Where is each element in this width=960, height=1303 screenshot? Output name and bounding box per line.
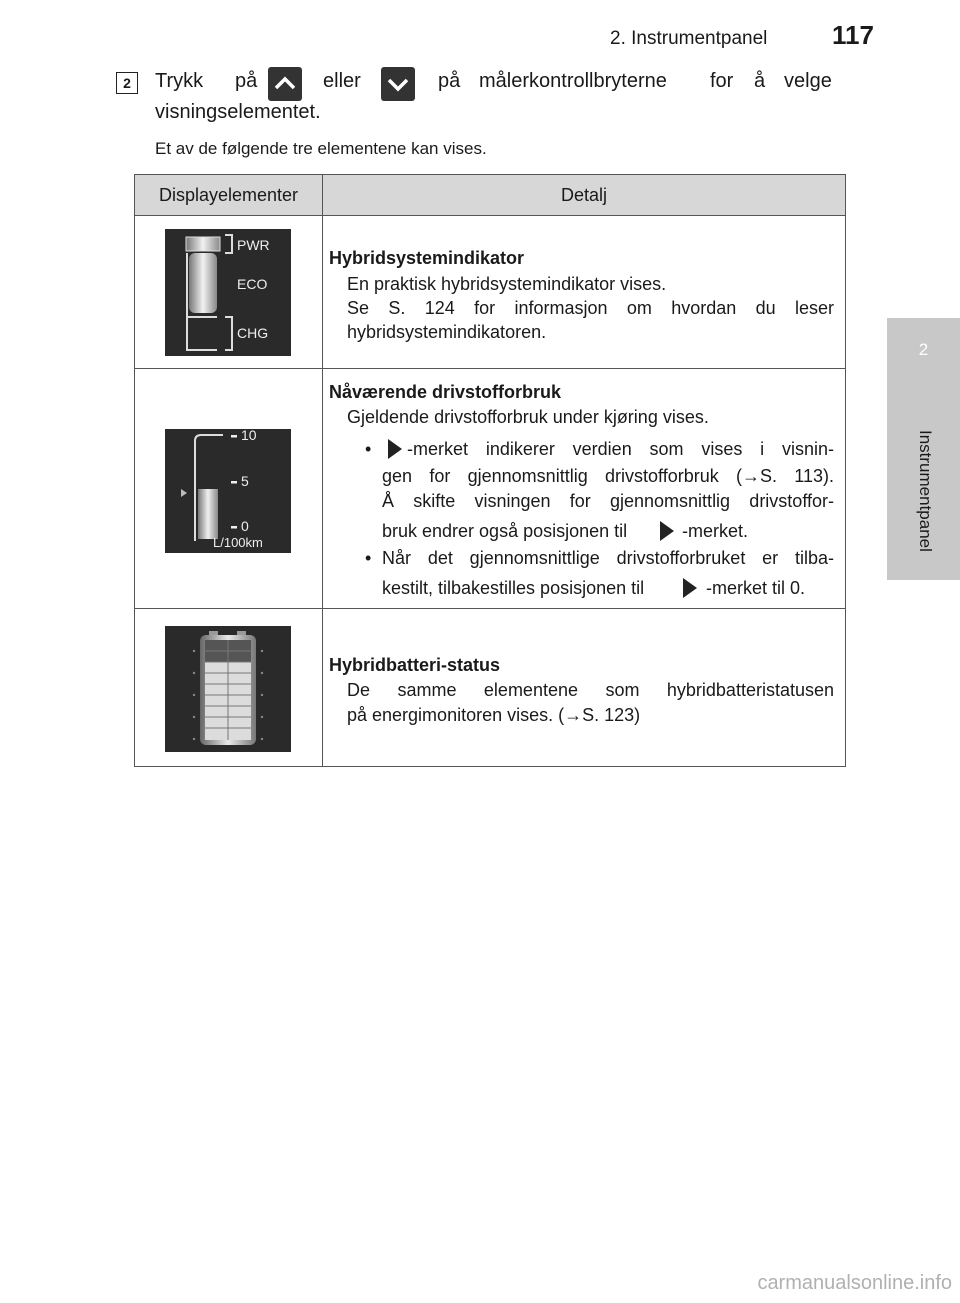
row-detail: -merket til 0. [706, 578, 806, 598]
table-header-display: Displayelementer [135, 175, 322, 216]
marker-triangle-icon [388, 439, 402, 459]
row-title: Nåværende drivstofforbruk [329, 382, 562, 402]
pwr-label: PWR [237, 237, 270, 253]
step-instruction [155, 70, 840, 98]
chapter-tab-label: Instrumentpanel [916, 430, 935, 552]
row-detail: -merket. [682, 521, 749, 541]
row-detail: Å skifte visningen for gjennomsnittlig drivstoffor- [382, 491, 834, 511]
scale-label-0: 0 [241, 518, 249, 534]
step-word: eller [323, 70, 361, 92]
hybrid-system-indicator-image [165, 229, 291, 356]
marker-triangle-icon [683, 578, 697, 598]
scale-label-5: 5 [241, 473, 249, 489]
step-word: på [235, 70, 258, 92]
table-divider [322, 175, 323, 766]
row-detail: En praktisk hybridsystemindikator vises. [347, 274, 667, 294]
row-title: Hybridbatteri-status [329, 655, 501, 675]
step-word: velge [784, 70, 832, 92]
page-number: 117 [832, 20, 874, 50]
chg-label: CHG [237, 325, 269, 341]
eco-label: ECO [237, 276, 268, 292]
row-detail: Når det gjennomsnittlige drivstofforbruket er tilba- [382, 548, 834, 568]
step-word: Trykk [155, 70, 204, 92]
row-detail: hybridsystemindikatoren. [347, 322, 547, 342]
display-elements-table [134, 174, 846, 767]
step-word: målerkontrollbryterne [479, 70, 667, 92]
step-word: å [754, 70, 766, 92]
row-detail: kestilt, tilbakestilles posisjonen til [382, 578, 645, 598]
bullet: • [365, 439, 372, 459]
row-detail: -merket indikerer verdien som vises i visnin- [407, 439, 834, 459]
up-button-icon [268, 67, 302, 101]
step-instruction-cont: visningselementet. [155, 101, 321, 123]
marker-triangle-icon [660, 521, 674, 541]
row-detail: Se S. 124 for informasjon om hvordan du leser [347, 298, 834, 318]
step-word: på [438, 70, 461, 92]
step-word: for [710, 70, 734, 92]
row-detail: på energimonitoren vises. (→S. 123) [347, 705, 641, 725]
row-detail: gen for gjennomsnittlig drivstofforbruk (→S. 113). [382, 466, 834, 486]
fuel-consumption-display-image [165, 429, 291, 553]
chapter-tab-number: 2 [918, 340, 929, 359]
section-title: 2. Instrumentpanel [610, 28, 768, 49]
watermark: carmanualsonline.info [757, 1272, 952, 1294]
table-header-detail: Detalj [323, 175, 845, 216]
row-detail: Gjeldende drivstofforbruk under kjøring vises. [347, 407, 709, 427]
down-button-icon [381, 67, 415, 101]
step-number: 2 [116, 72, 138, 94]
row-detail: bruk endrer også posisjonen til [382, 521, 628, 541]
hybrid-battery-status-image [165, 626, 291, 752]
bullet: • [365, 548, 372, 568]
scale-label-10: 10 [241, 427, 257, 443]
unit-label: L/100km [213, 535, 263, 550]
row-title: Hybridsystemindikator [329, 248, 525, 268]
step-note: Et av de følgende tre elementene kan vises. [155, 139, 487, 158]
row-divider [135, 608, 845, 609]
row-divider [135, 368, 845, 369]
row-detail: De samme elementene som hybridbatteristatusen [347, 680, 834, 700]
